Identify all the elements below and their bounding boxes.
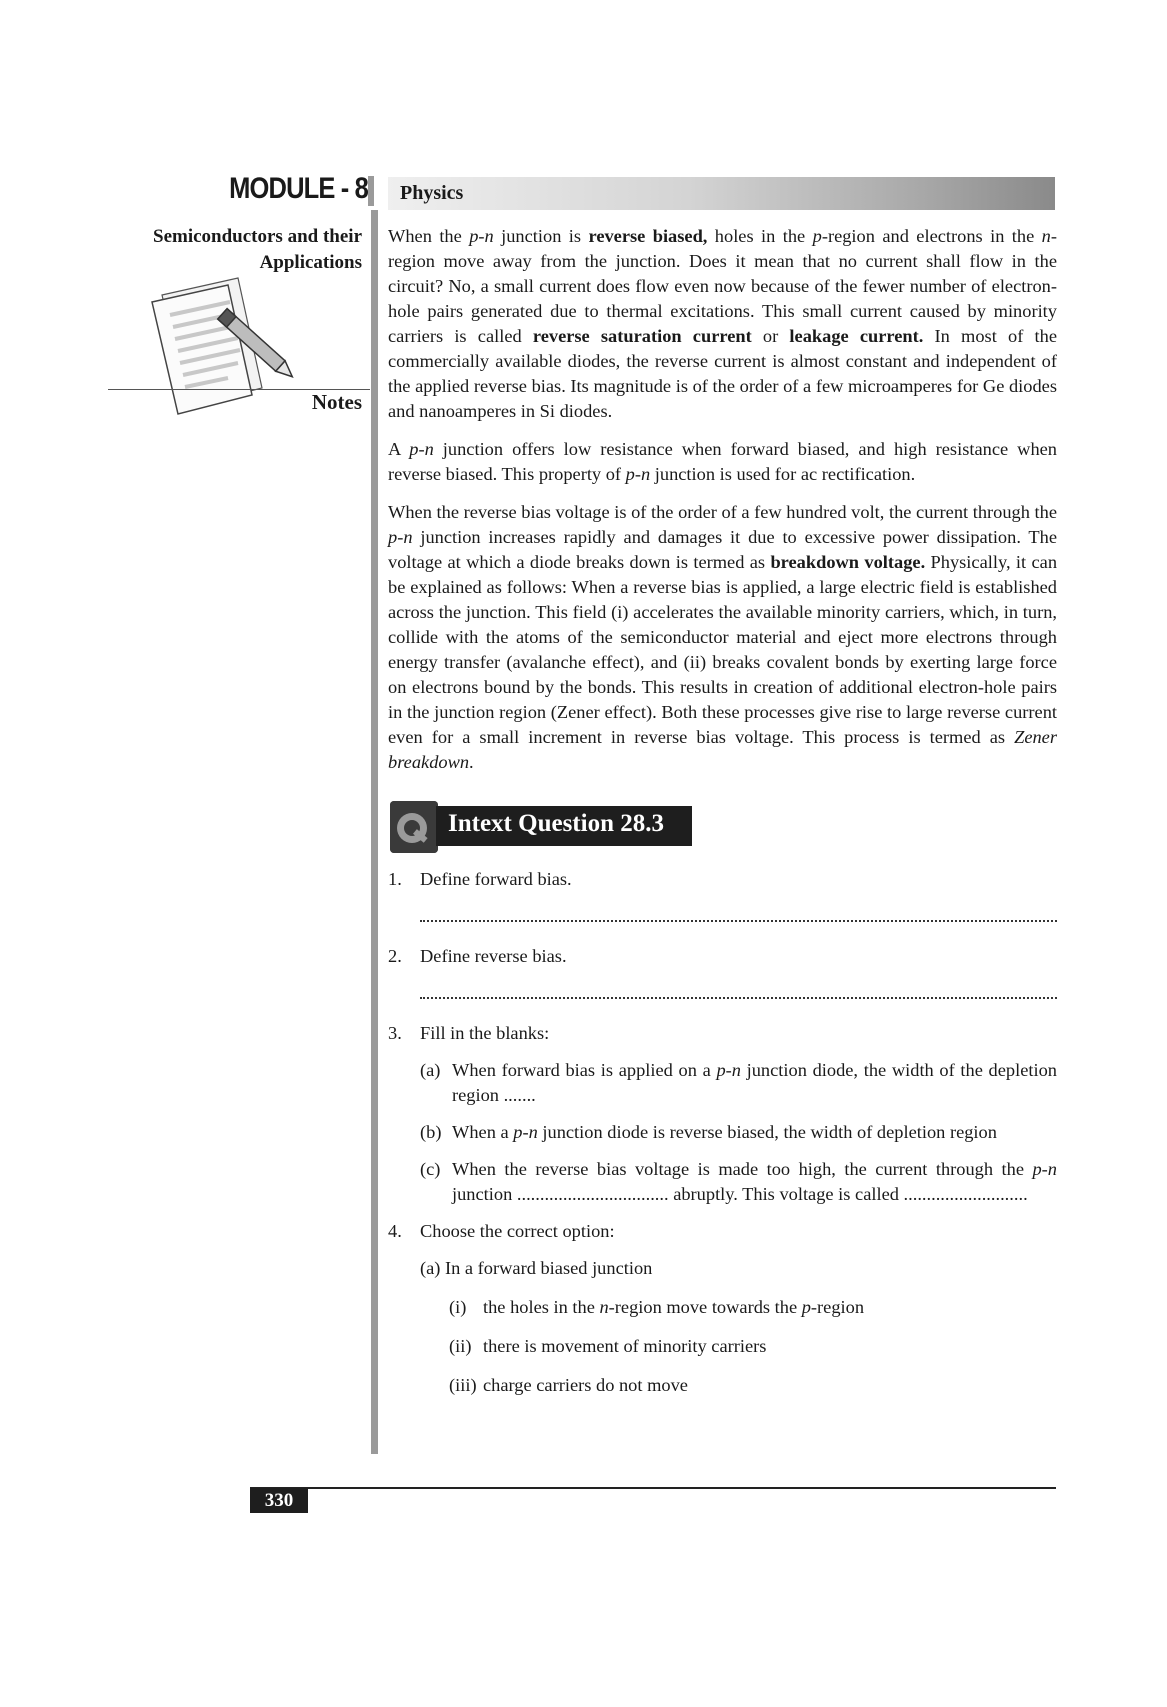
paragraph-breakdown: When the reverse bias voltage is of the order of a few hundred volt, the current through the p-n junction increases rapidly and damages it due to excessive power dissipation. The voltage at which a diode breaks down is termed as breakdown voltage. Physically, it can be explained as follows: When a reverse bias is applied, a large electric field is established across the junction. This field (i) accelerates the available minority carriers, which, in turn, collide with the atoms of the semiconductor material and eject more electrons through energy transfer (avalanche effect), and (ii) breaks covalent bonds by exerting large force on electrons bound by the bonds. This results in creation of additional electron-hole pairs in the junction region (Zener effect). Both these processes give rise to large reverse current even for a small increment in reverse bias voltage. This process is termed as Zener breakdown.: [388, 502, 1058, 772]
answer-line-1: [420, 906, 1057, 922]
notes-label: Notes: [311, 390, 362, 414]
question-icon: [390, 801, 438, 853]
intext-title: Intext Question 28.3: [448, 810, 664, 837]
paragraph-reverse-bias: When the p-n junction is reverse biased, holes in the p-region and electrons in the n-region move away from the junction. Does it mean that no current shall flow in the circuit? No, a small current does flow even now because of the fewer number of electron-hole pairs generated due to thermal excitations. This small current caused by minority carriers is called reverse saturation current or leakage current. In most of the commercially available diodes, the reverse current is almost constant and independent of the applied reverse bias. Its magnitude is of the order of a few microamperes for Ge diodes and nanoamperes in Si diodes.: [388, 226, 1057, 421]
question-3b: (b) When a p-n junction diode is reverse biased, the width of depletion region: [420, 1122, 997, 1142]
option-i: (i) the holes in the n-region move towards the p-region: [449, 1297, 865, 1317]
question-1: 1. Define forward bias.: [388, 869, 572, 889]
subject-title: Physics: [400, 182, 464, 204]
paragraph-rectification: A p-n junction offers low resistance when forward biased, and high resistance when reverse biased. This property of p-n junction is used for ac rectification.: [388, 439, 1057, 484]
question-2: 2. Define reverse bias.: [388, 946, 567, 966]
sidebar-title-line-2: Applications: [259, 252, 362, 273]
question-3c: (c) When the reverse bias voltage is made too high, the current through the p-n junction ................................. abruptly. This voltage is called ...........................: [420, 1159, 1057, 1204]
sidebar-title-line-1: Semiconductors and their: [153, 226, 362, 247]
question-4: 4. Choose the correct option:: [388, 1221, 615, 1241]
intext-title-box: [436, 806, 692, 846]
answer-line-2: [420, 983, 1057, 999]
margin-rule: [371, 210, 378, 1454]
question-3: 3. Fill in the blanks:: [388, 1023, 550, 1043]
question-4a: (a) In a forward biased junction: [420, 1258, 653, 1278]
module-bar-divider: [368, 176, 374, 206]
option-ii: (ii) there is movement of minority carriers: [449, 1336, 767, 1356]
footer-rule: [250, 1487, 1056, 1489]
intext-question-header: [388, 801, 1057, 855]
module-title: MODULE - 8: [229, 172, 368, 205]
page-number: 330: [250, 1488, 308, 1513]
option-iii: (iii) charge carriers do not move: [449, 1375, 688, 1395]
subject-header-bar: [388, 177, 1055, 210]
question-3a: (a) When forward bias is applied on a p-n junction diode, the width of the depletion region .......: [420, 1060, 1057, 1105]
main-content: [388, 224, 1057, 1412]
